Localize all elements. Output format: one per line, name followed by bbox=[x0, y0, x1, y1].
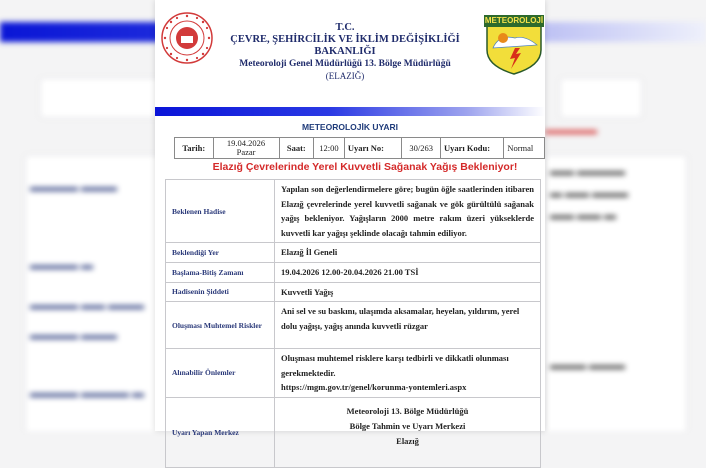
title-line-directorate: Meteoroloji Genel Müdürlüğü 13. Bölge Müdürlüğü bbox=[239, 59, 451, 69]
warning-no-value: 30/263 bbox=[402, 138, 441, 159]
title-line-bakanlik: BAKANLIĞI bbox=[314, 46, 376, 57]
warning-details-table bbox=[165, 179, 541, 468]
row-label: Beklendiği Yer bbox=[166, 243, 275, 263]
background-label: ▬▬▬▬ ▬▬▬ bbox=[30, 180, 117, 194]
row-label: Oluşması Muhtemel Riskler bbox=[166, 302, 275, 349]
row-value: Ani sel ve su baskını, ulaşımda aksamalar, heyelan, yıldırım, yerel dolu yağışı, yağış anında kuvvetli rüzgar bbox=[275, 302, 541, 349]
row-value: Elazığ İl Geneli bbox=[275, 243, 541, 263]
protection-methods-link[interactable]: https://mgm.gov.tr/genel/korunma-yontemleri.aspx bbox=[281, 382, 467, 392]
center-line-1: Meteoroloji 13. Bölge Müdürlüğü bbox=[346, 405, 469, 416]
row-value-cell bbox=[275, 397, 541, 467]
background-label: ▬▬▬▬ ▬ bbox=[30, 258, 93, 272]
date-value: 19.04.2026 bbox=[226, 138, 266, 148]
warning-code-label: Uyarı Kodu: bbox=[440, 138, 503, 159]
time-label: Saat: bbox=[279, 138, 314, 159]
center-line-3: Elazığ bbox=[396, 435, 419, 446]
warning-document bbox=[155, 0, 545, 446]
date-label: Tarih: bbox=[175, 138, 214, 159]
row-label: Başlama-Bitiş Zamanı bbox=[166, 263, 275, 283]
warning-no-label: Uyarı No: bbox=[344, 138, 402, 159]
date-cell bbox=[213, 138, 279, 159]
background-text: ▬▬▬ ▬▬▬ bbox=[550, 358, 625, 372]
background-info-cell bbox=[560, 78, 642, 118]
warning-code-value: Normal bbox=[504, 138, 545, 159]
row-label: Hadisenin Şiddeti bbox=[166, 282, 275, 302]
warning-title: METEOROLOJİK UYARI bbox=[301, 122, 399, 132]
background-text: ▬▬ ▬▬▬▬ ▬ ▬▬ ▬▬▬ ▬▬ ▬▬ ▬ bbox=[550, 164, 628, 222]
table-row bbox=[166, 263, 541, 283]
ministry-title bbox=[215, 22, 475, 82]
center-line-2: Bölge Tahmin ve Uyarı Merkezi bbox=[349, 420, 466, 431]
table-row bbox=[166, 349, 541, 398]
row-label: Alınabilir Önlemler bbox=[166, 349, 275, 398]
background-label: ▬▬▬▬ ▬▬ ▬▬▬ bbox=[30, 298, 144, 312]
table-row bbox=[166, 282, 541, 302]
row-value-cell bbox=[275, 349, 541, 398]
table-row bbox=[166, 302, 541, 349]
row-value: Kuvvetli Yağış bbox=[275, 282, 541, 302]
title-line-tc: T.C. bbox=[335, 22, 355, 33]
row-value: Yapılan son değerlendirmelere göre; bugün öğle saatlerinden itibaren Elazığ çevrelerinde yerel kuvvetli sağanak ve gök gürültülü sağanak yağış bekleniyor. Yağışların 2000 metre rakım üzeri yükseklerde kuvvetli kar yağışı şeklinde olacağı tahmin ediliyor. bbox=[275, 180, 541, 243]
table-row bbox=[166, 243, 541, 263]
background-label: ▬▬▬▬ ▬▬▬ bbox=[30, 328, 117, 342]
row-label: Uyarı Yapan Merkez bbox=[166, 397, 275, 467]
ministry-seal-icon bbox=[161, 12, 213, 64]
row-label: Beklenen Hadise bbox=[166, 180, 275, 243]
time-value: 12:00 bbox=[314, 138, 345, 159]
background-headline: ▬▬▬▬ bbox=[545, 122, 597, 137]
meteoroloji-logo-text: METEOROLOJİ bbox=[484, 16, 544, 25]
document-header bbox=[155, 0, 545, 104]
row-value: Oluşması muhtemel risklere karşı tedbirli ve dikkatli olunması gerekmektedir. bbox=[281, 353, 509, 378]
background-label: ▬▬▬▬ ▬▬▬▬ ▬ bbox=[30, 386, 144, 400]
warning-headline: Elazığ Çevrelerinde Yerel Kuvvetli Sağanak Yağış Bekleniyor! bbox=[212, 161, 518, 173]
row-value: 19.04.2026 12.00-20.04.2026 21.00 TSİ bbox=[275, 263, 541, 283]
table-row bbox=[166, 180, 541, 243]
title-line-city: (ELAZIĞ) bbox=[325, 71, 365, 81]
table-row bbox=[166, 397, 541, 467]
header-divider-bar bbox=[155, 107, 545, 116]
title-line-ministry: ÇEVRE, ŞEHİRCİLİK VE İKLİM DEĞİŞİKLİĞİ bbox=[230, 34, 460, 45]
warning-info-table bbox=[174, 137, 545, 159]
day-value: Pazar bbox=[236, 147, 256, 157]
